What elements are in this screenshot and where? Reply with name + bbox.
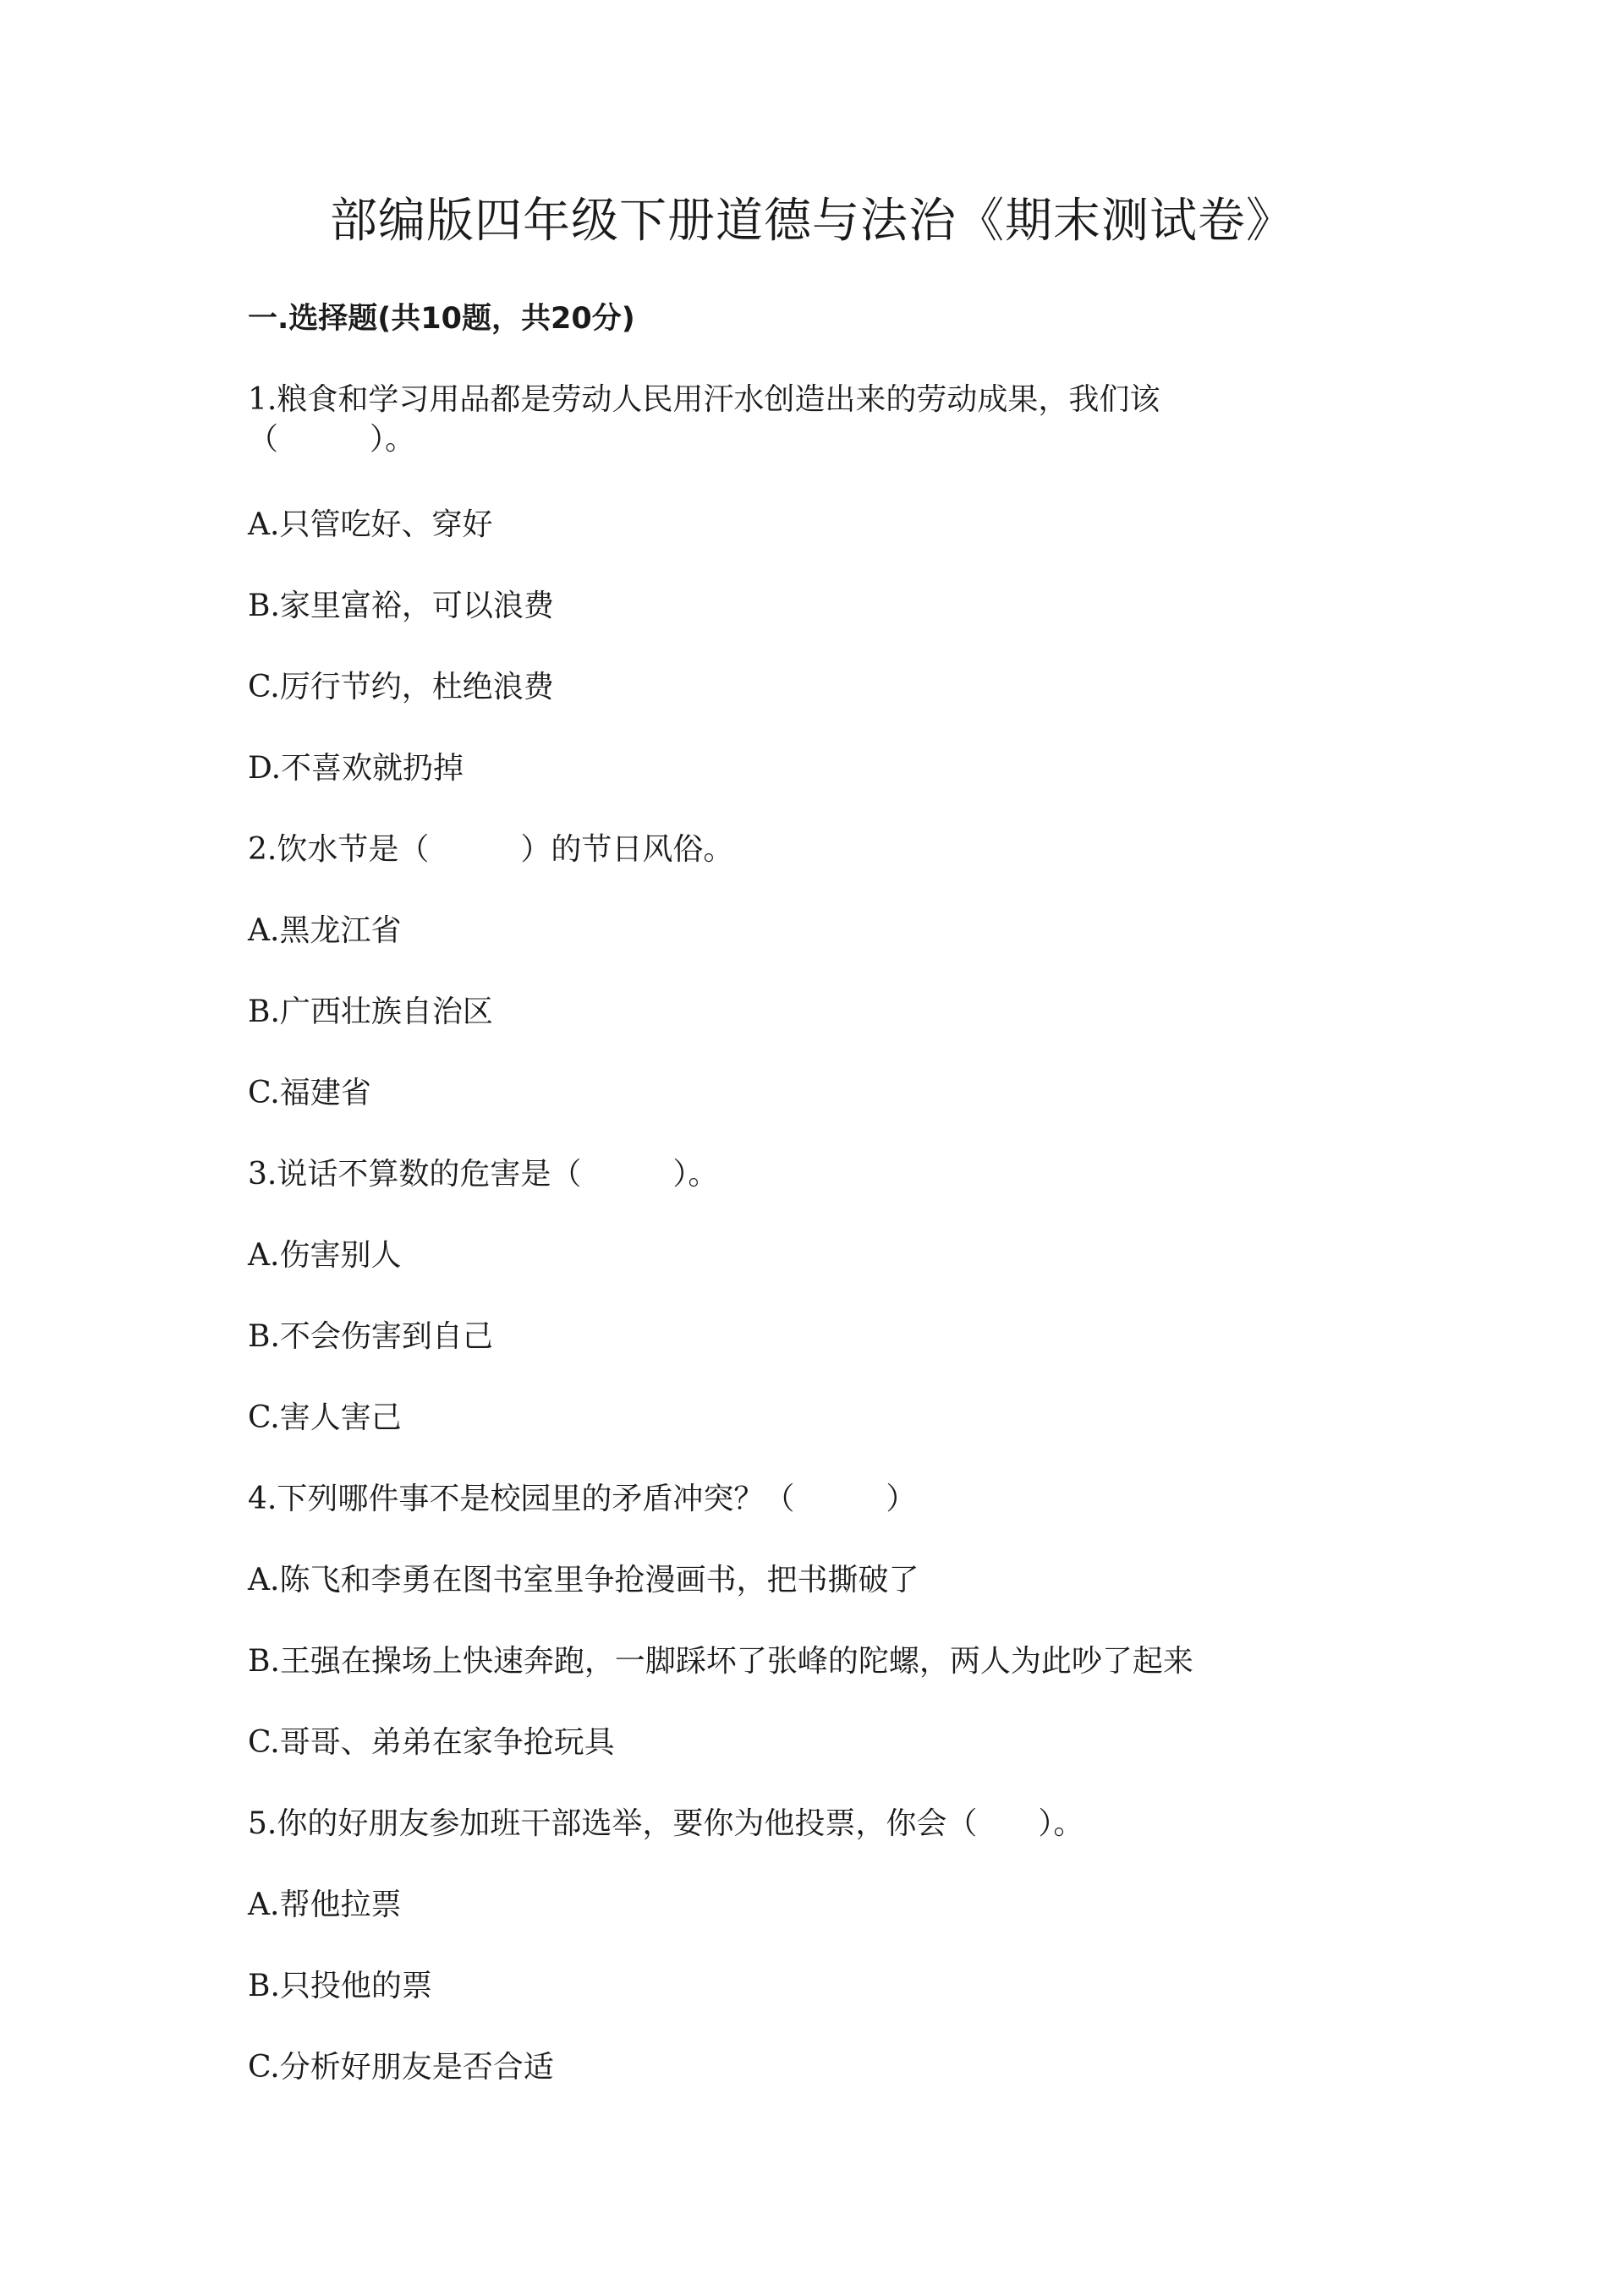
question-2-option-b: B.广西壮族自治区: [248, 995, 493, 1029]
question-5-option-a: A.帮他拉票: [248, 1888, 402, 1922]
question-4-option-a: A.陈飞和李勇在图书室里争抢漫画书，把书撕破了: [248, 1563, 919, 1597]
question-1-option-c: C.厉行节约，杜绝浪费: [248, 670, 554, 704]
question-5-stem: 5.你的好朋友参加班干部选举，要你为他投票，你会（ ）。: [248, 1806, 1084, 1841]
question-1-option-b: B.家里富裕，可以浪费: [248, 589, 554, 623]
question-4-stem: 4.下列哪件事不是校园里的矛盾冲突？（ ）: [248, 1482, 917, 1516]
question-2-option-a: A.黑龙江省: [248, 913, 402, 948]
question-1-stem-cont: （ ）。: [248, 422, 416, 457]
question-4-option-c: C.哥哥、弟弟在家争抢玩具: [248, 1725, 615, 1760]
page-title: 部编版四年级下册道德与法治《期末测试卷》: [330, 194, 1294, 249]
section-heading: 一.选择题(共10题，共20分): [248, 302, 635, 336]
question-3-stem: 3.说话不算数的危害是（ ）。: [248, 1157, 719, 1192]
question-3-option-a: A.伤害别人: [248, 1238, 402, 1273]
question-2-stem: 2.饮水节是（ ）的节日风俗。: [248, 832, 734, 867]
question-1-option-d: D.不喜欢就扔掉: [248, 751, 464, 786]
question-4-option-b: B.王强在操场上快速奔跑，一脚踩坏了张峰的陀螺，两人为此吵了起来: [248, 1644, 1193, 1679]
question-5-option-c: C.分析好朋友是否合适: [248, 2050, 554, 2085]
question-1-stem: 1.粮食和学习用品都是劳动人民用汗水创造出来的劳动成果，我们该: [248, 382, 1160, 417]
question-3-option-b: B.不会伤害到自己: [248, 1319, 493, 1354]
question-2-option-c: C.福建省: [248, 1076, 371, 1110]
question-1-option-a: A.只管吃好、穿好: [248, 507, 493, 542]
question-3-option-c: C.害人害己: [248, 1400, 402, 1435]
question-5-option-b: B.只投他的票: [248, 1969, 432, 2003]
